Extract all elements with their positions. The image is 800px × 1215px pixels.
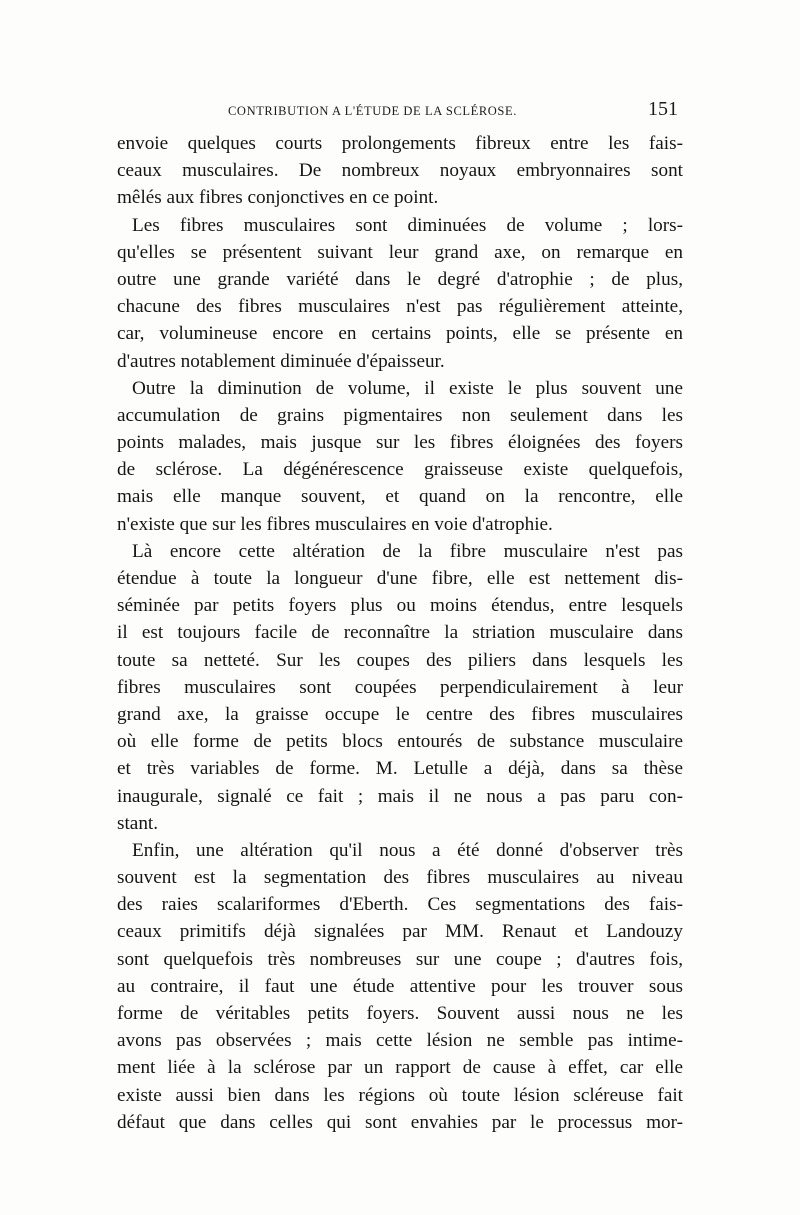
running-title: CONTRIBUTION A L'ÉTUDE DE LA SCLÉROSE. bbox=[228, 104, 517, 118]
text-line: existe aussi bien dans les régions où toute lésion scléreuse fait bbox=[117, 1084, 683, 1106]
text-line: mêlés aux fibres conjonctives en ce point. bbox=[117, 187, 439, 209]
text-line: forme de véritables petits foyers. Souvent aussi nous ne les bbox=[117, 1003, 683, 1024]
text-line: n'existe que sur les fibres musculaires en voie d'atrophie. bbox=[117, 513, 553, 535]
text-line: il est toujours facile de reconnaître la striation musculaire dans bbox=[117, 622, 683, 644]
text-line: souvent est la segmentation des fibres musculaires au niveau bbox=[117, 867, 683, 889]
text-line: points malades, mais jusque sur les fibres éloignées des foyers bbox=[117, 432, 683, 454]
text-line: Là encore cette altération de la fibre musculaire n'est pas bbox=[132, 540, 683, 562]
text-line: d'autres notablement diminuée d'épaisseur. bbox=[117, 350, 445, 372]
text-line: envoie quelques courts prolongements fibreux entre les fais- bbox=[117, 133, 683, 154]
page-number: 151 bbox=[648, 98, 678, 120]
text-line: et très variables de forme. M. Letulle a déjà, dans sa thèse bbox=[117, 758, 683, 780]
text-line: séminée par petits foyers plus ou moins étendus, entre lesquels bbox=[117, 595, 683, 617]
text-line: ceaux primitifs déjà signalées par MM. Renaut et Landouzy bbox=[117, 921, 683, 943]
text-line: au contraire, il faut une étude attentive pour les trouver sous bbox=[117, 975, 683, 997]
text-line: ment liée à la sclérose par un rapport de cause à effet, car elle bbox=[117, 1057, 683, 1079]
text-line: défaut que dans celles qui sont envahies par le processus mor- bbox=[117, 1111, 683, 1133]
text-line: grand axe, la graisse occupe le centre des fibres musculaires bbox=[117, 703, 683, 725]
text-line: outre une grande variété dans le degré d'atrophie ; de plus, bbox=[117, 268, 683, 290]
text-line: ceaux musculaires. De nombreux noyaux embryonnaires sont bbox=[117, 160, 683, 182]
text-line: avons pas observées ; mais cette lésion ne semble pas intime- bbox=[117, 1030, 683, 1052]
text-line: où elle forme de petits blocs entourés de substance musculaire bbox=[117, 731, 683, 753]
body-text bbox=[117, 130, 683, 1136]
text-line: Outre la diminution de volume, il existe le plus souvent une bbox=[132, 377, 683, 399]
text-line: chacune des fibres musculaires n'est pas régulièrement atteinte, bbox=[117, 296, 683, 318]
text-line: étendue à toute la longueur d'une fibre, elle est nettement dis- bbox=[117, 568, 683, 589]
text-line: car, volumineuse encore en certains points, elle se présente en bbox=[117, 323, 683, 345]
text-line: Enfin, une altération qu'il nous a été donné d'observer très bbox=[132, 839, 683, 861]
text-line: sont quelquefois très nombreuses sur une coupe ; d'autres fois, bbox=[117, 948, 683, 970]
running-head bbox=[116, 98, 682, 124]
text-line: qu'elles se présentent suivant leur grand axe, on remarque en bbox=[117, 241, 683, 263]
text-line: Les fibres musculaires sont diminuées de volume ; lors- bbox=[132, 214, 683, 236]
text-line: accumulation de grains pigmentaires non seulement dans les bbox=[117, 404, 683, 426]
text-line: mais elle manque souvent, et quand on la rencontre, elle bbox=[117, 486, 683, 508]
text-line: inaugurale, signalé ce fait ; mais il ne nous a pas paru con- bbox=[117, 785, 683, 807]
text-line: des raies scalariformes d'Eberth. Ces segmentations des fais- bbox=[117, 894, 683, 916]
text-line: de sclérose. La dégénérescence graisseuse existe quelquefois, bbox=[117, 459, 683, 481]
text-line: stant. bbox=[117, 812, 159, 834]
text-line: toute sa netteté. Sur les coupes des piliers dans lesquels les bbox=[117, 649, 683, 671]
text-line: fibres musculaires sont coupées perpendiculairement à leur bbox=[117, 676, 683, 698]
